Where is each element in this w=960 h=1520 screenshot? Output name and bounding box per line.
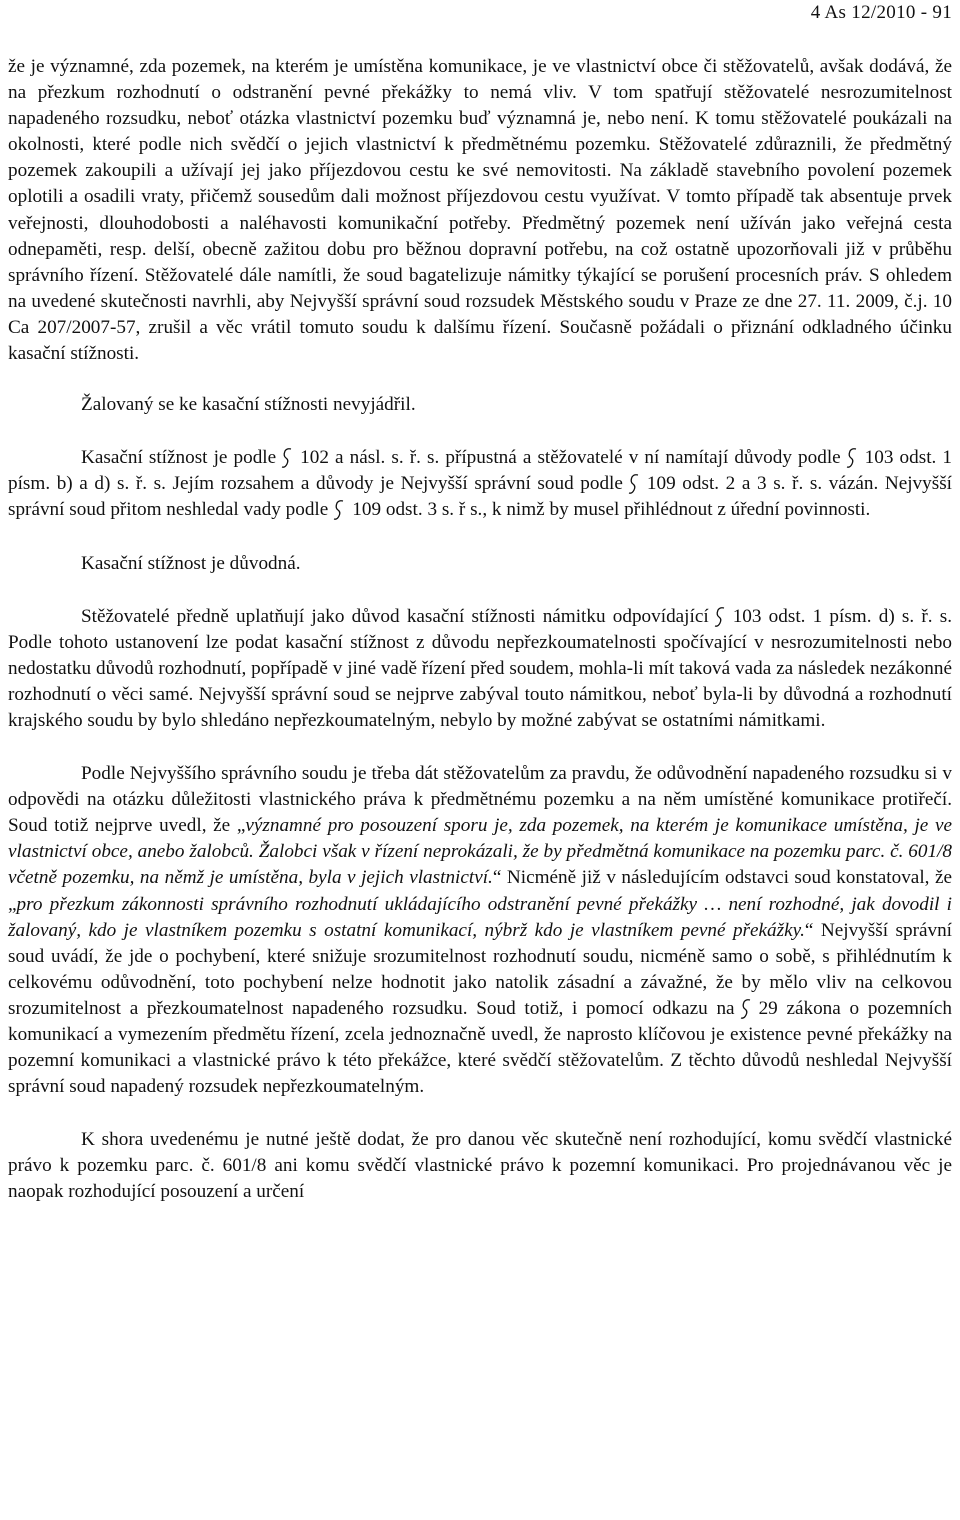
paragraph-text: 109 odst. 3 s. ř s., k nimž by musel přihlédnout z úřední povinnosti. [352,499,871,521]
section-sign-icon [713,606,727,628]
paragraph-text: K shora uvedenému je nutné ještě dodat, že pro danou věc skutečně není rozhodující, komu svědčí vlastnické právo k pozemku parc. č. 601/8 ani komu svědčí vlastnické právo k pozemní komunikaci. Pro projednávanou věc je naopak rozhodující posouzení a určení [8,1129,952,1203]
paragraph-text: 103 odst. 1 písm. d) s. ř. s. Podle tohoto ustanovení lze podat kasační stížnost z důvodu nepřezkoumatelnosti spočívající v nesrozumitelnosti nebo nedostatku důvodů rozhodnutí, popřípadě v jiné vadě řízení před soudem, mohla-li mít taková vada za následek nezákonné rozhodnutí o věci samé. Nejvyšší správní soud se nejprve zabýval touto námitkou, neboť byla-li by důvodná a rozhodnutí krajského soudu by bylo shledáno nepřezkoumatelným, nebylo by možné zabývat se ostatními námitkami. [8,605,952,731]
paragraph-admissibility [8,445,952,523]
paragraph-text: Kasační stížnost je podle [81,447,277,469]
section-sign-icon [627,473,641,495]
paragraph-text: 109 odst. 2 a 3 s. ř. s. vázán. Nejvyšší správní soud přitom neshledal vady podle [8,473,953,521]
paragraph-ownership-note [8,1127,952,1205]
page-header-case-reference: 4 As 12/2010 - 91 [810,2,952,23]
paragraph-text: 103 odst. 1 písm. b) a d) s. ř. s. Jejím rozsahem a důvody je Nejvyšší správní soud podle [8,447,952,495]
paragraph-text: “ Nicméně již v následujícím odstavci soud konstatoval, že „ [8,867,952,915]
paragraph-court-analysis [8,761,952,1100]
paragraph-text: Stěžovatelé předně uplatňují jako důvod kasační stížnosti námitku odpovídající [81,605,709,627]
paragraph-text: 102 a násl. s. ř. s. přípustná a stěžovatelé v ní namítají důvody podle [300,447,841,469]
paragraph-text: Podle Nejvyššího správního soudu je třeba dát stěžovatelům za pravdu, že odůvodnění napadeného rozsudku si v odpovědi na otázku důležitosti vlastnického práva k předmětnému pozemku a na něm umístěné komunikace protiřečí. Soud totiž nejprve uvedl, že „ [8,763,952,837]
document-body [8,54,952,1206]
section-sign-icon [332,499,346,521]
paragraph-text: Žalovaný se ke kasační stížnosti nevyjádřil. [81,394,416,416]
paragraph-text: že je významné, zda pozemek, na kterém je umístěna komunikace, je ve vlastnictví obce či stěžovatelů, avšak dodává, že na přezkum rozhodnutí o odstranění pevné překážky to nemá vliv. V tom spatřují stěžovatelé nesrozumitelnost napadeného rozsudku, neboť otázka vlastnictví pozemku buď významná je, nebo není. K tomu stěžovatelé poukázali na okolnosti, které podle nich svědčí o jejich vlastnictví k předmětnému pozemku. Stěžovatelé zdůraznili, že předmětný pozemek zakoupili a užívají jej jako příjezdovou cestu ke své nemovitosti. Na základě stavebního povolení pozemek oplotili a osadili vraty, přičemž sousedům dali možnost příjezdovou cestu využívat. V tomto případě tak absentuje prvek veřejnosti, dlouhodobosti a naléhavosti komunikační potřeby. Předmětný pozemek není užíván jako veřejná cesta odnepaměti, resp. delší, obecně zažitou dobu pro běžnou dopravní potřebu, na což ostatně upozorňovali již v průběhu správního řízení. Stěžovatelé dále namítli, že soud bagatelizuje námitky týkající se porušení procesních práv. S ohledem na uvedené skutečnosti navrhli, aby Nejvyšší správní soud rozsudek Městského soudu v Praze ze dne 27. 11. 2009, č.j. 10 Ca 207/2007-57, zrušil a věc vrátil tomuto soudu k dalšímu řízení. Současně požádali o přiznání odkladného účinku kasační stížnosti. [8,56,952,365]
section-sign-icon [280,447,294,469]
paragraph-stezovatele-arguments [8,54,952,367]
section-sign-icon [845,447,859,469]
section-sign-icon [739,998,753,1020]
paragraph-nepresk-objection [8,604,952,734]
quotation-italic: významné pro posouzení sporu je, zda pozemek, na kterém je komunikace umístěna, je ve vlastnictví obce, anebo žalobců. Žalobci však v řízení neprokázali, že by předmětná komunikace na pozemku parc. č. 601/8 včetně pozemku, na němž je umístěna, byla v jejich vlastnictví. [8,815,952,889]
paragraph-text: “ Nejvyšší správní soud uvádí, že jde o pochybení, které snižuje srozumitelnost rozhodnutí soudu, nicméně samo o sobě, s přihlédnutím k celkovému odůvodnění, toto pochybení nelze hodnotit jako natolik zásadní a závažné, že by mělo vliv na celkovou srozumitelnost a přezkoumatelnost napadeného rozsudku. Soud totiž, i pomocí odkazu na [8,919,952,1019]
quotation-italic: pro přezkum zákonnosti správního rozhodnutí ukládajícího odstranění pevné překážky … není rozhodné, jak dovodil i žalovaný, kdo je vlastníkem pozemku s ostatní komunikací, nýbrž kdo je vlastníkem pevné překážky. [8,893,952,941]
paragraph-text: Kasační stížnost je důvodná. [81,552,301,574]
paragraph-verdict [8,551,952,577]
paragraph-zalovany [8,392,952,418]
paragraph-text: 29 zákona o pozemních komunikací a vymezením předmětu řízení, zcela jednoznačně uvedl, že naprosto klíčovou je existence pevné překážky na pozemní komunikaci a vlastnické právo k této překážce, které svědčí stěžovatelům. Z těchto důvodů neshledal Nejvyšší správní soud napadený rozsudek nepřezkoumatelným. [8,997,952,1098]
